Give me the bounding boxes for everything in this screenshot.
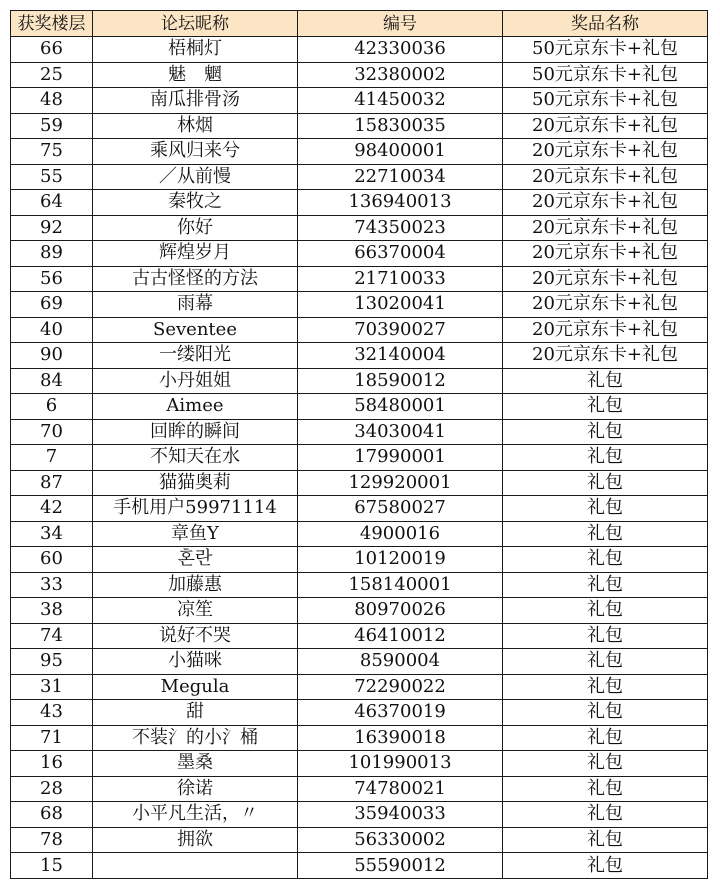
cell-prize: 50元京东卡+礼包 xyxy=(503,37,708,63)
cell-prize: 礼包 xyxy=(503,394,708,420)
cell-nickname: 甜 xyxy=(93,700,298,726)
table-row xyxy=(11,521,708,547)
cell-nickname: 乘风归来兮 xyxy=(93,139,298,165)
cell-prize: 礼包 xyxy=(503,649,708,675)
table-row xyxy=(11,700,708,726)
cell-id: 35940033 xyxy=(298,802,503,828)
cell-prize: 20元京东卡+礼包 xyxy=(503,266,708,292)
cell-floor: 42 xyxy=(11,496,93,522)
cell-floor: 75 xyxy=(11,139,93,165)
cell-nickname: 凉笙 xyxy=(93,598,298,624)
cell-prize: 礼包 xyxy=(503,547,708,573)
cell-id: 58480001 xyxy=(298,394,503,420)
table-row xyxy=(11,547,708,573)
cell-nickname: 小猫咪 xyxy=(93,649,298,675)
cell-prize: 礼包 xyxy=(503,827,708,853)
cell-floor: 28 xyxy=(11,776,93,802)
cell-id: 46370019 xyxy=(298,700,503,726)
table-row xyxy=(11,776,708,802)
table-row xyxy=(11,292,708,318)
cell-id: 13020041 xyxy=(298,292,503,318)
cell-prize: 礼包 xyxy=(503,419,708,445)
cell-id: 21710033 xyxy=(298,266,503,292)
cell-prize: 20元京东卡+礼包 xyxy=(503,139,708,165)
table-row xyxy=(11,496,708,522)
cell-nickname: 혼란 xyxy=(93,547,298,573)
cell-prize: 礼包 xyxy=(503,853,708,879)
cell-id: 158140001 xyxy=(298,572,503,598)
table-row xyxy=(11,419,708,445)
cell-prize: 20元京东卡+礼包 xyxy=(503,317,708,343)
cell-nickname: 猫猫奥莉 xyxy=(93,470,298,496)
cell-nickname: 不装氵的小氵桶 xyxy=(93,725,298,751)
cell-nickname: 辉煌岁月 xyxy=(93,241,298,267)
cell-floor: 59 xyxy=(11,113,93,139)
table-row xyxy=(11,827,708,853)
table-row xyxy=(11,470,708,496)
cell-floor: 16 xyxy=(11,751,93,777)
cell-prize: 礼包 xyxy=(503,445,708,471)
cell-floor: 31 xyxy=(11,674,93,700)
cell-id: 42330036 xyxy=(298,37,503,63)
cell-nickname: 回眸的瞬间 xyxy=(93,419,298,445)
cell-nickname: 墨桑 xyxy=(93,751,298,777)
cell-floor: 25 xyxy=(11,62,93,88)
cell-floor: 89 xyxy=(11,241,93,267)
cell-nickname: ／从前慢 xyxy=(93,164,298,190)
table-row xyxy=(11,343,708,369)
table-row xyxy=(11,241,708,267)
cell-id: 15830035 xyxy=(298,113,503,139)
cell-floor: 87 xyxy=(11,470,93,496)
cell-nickname: 古古怪怪的方法 xyxy=(93,266,298,292)
cell-prize: 20元京东卡+礼包 xyxy=(503,164,708,190)
table-row xyxy=(11,674,708,700)
cell-nickname: Aimee xyxy=(93,394,298,420)
cell-floor: 43 xyxy=(11,700,93,726)
cell-prize: 礼包 xyxy=(503,802,708,828)
table-row xyxy=(11,139,708,165)
cell-nickname: 雨幕 xyxy=(93,292,298,318)
cell-floor: 33 xyxy=(11,572,93,598)
cell-id: 101990013 xyxy=(298,751,503,777)
cell-id: 10120019 xyxy=(298,547,503,573)
cell-prize: 礼包 xyxy=(503,521,708,547)
cell-id: 46410012 xyxy=(298,623,503,649)
cell-id: 34030041 xyxy=(298,419,503,445)
cell-prize: 礼包 xyxy=(503,751,708,777)
header-row xyxy=(11,11,708,37)
table-row xyxy=(11,62,708,88)
cell-nickname: 徐诺 xyxy=(93,776,298,802)
cell-id: 66370004 xyxy=(298,241,503,267)
cell-id: 17990001 xyxy=(298,445,503,471)
table-row xyxy=(11,190,708,216)
cell-nickname: 秦牧之 xyxy=(93,190,298,216)
cell-nickname: 章鱼Y xyxy=(93,521,298,547)
cell-floor: 68 xyxy=(11,802,93,828)
cell-floor: 66 xyxy=(11,37,93,63)
cell-prize: 礼包 xyxy=(503,598,708,624)
table-body xyxy=(11,37,708,879)
cell-nickname: 一缕阳光 xyxy=(93,343,298,369)
table-row xyxy=(11,368,708,394)
table-row xyxy=(11,88,708,114)
cell-floor: 92 xyxy=(11,215,93,241)
table-row xyxy=(11,394,708,420)
cell-prize: 礼包 xyxy=(503,368,708,394)
cell-floor: 56 xyxy=(11,266,93,292)
header-prize: 奖品名称 xyxy=(503,11,708,37)
cell-floor: 74 xyxy=(11,623,93,649)
cell-id: 32380002 xyxy=(298,62,503,88)
cell-floor: 71 xyxy=(11,725,93,751)
header-id: 编号 xyxy=(298,11,503,37)
cell-id: 136940013 xyxy=(298,190,503,216)
cell-floor: 70 xyxy=(11,419,93,445)
cell-floor: 7 xyxy=(11,445,93,471)
cell-prize: 礼包 xyxy=(503,572,708,598)
table-row xyxy=(11,751,708,777)
cell-floor: 78 xyxy=(11,827,93,853)
cell-nickname: 你好 xyxy=(93,215,298,241)
table-row xyxy=(11,164,708,190)
cell-id: 55590012 xyxy=(298,853,503,879)
cell-nickname: Seventee xyxy=(93,317,298,343)
table-row xyxy=(11,853,708,879)
cell-nickname: 林烟 xyxy=(93,113,298,139)
cell-id: 18590012 xyxy=(298,368,503,394)
cell-nickname: 魅 魍 xyxy=(93,62,298,88)
cell-prize: 50元京东卡+礼包 xyxy=(503,88,708,114)
cell-id: 74350023 xyxy=(298,215,503,241)
cell-id: 56330002 xyxy=(298,827,503,853)
cell-nickname: 小丹姐姐 xyxy=(93,368,298,394)
table-row xyxy=(11,215,708,241)
cell-floor: 34 xyxy=(11,521,93,547)
cell-id: 74780021 xyxy=(298,776,503,802)
cell-id: 32140004 xyxy=(298,343,503,369)
cell-floor: 90 xyxy=(11,343,93,369)
cell-id: 80970026 xyxy=(298,598,503,624)
cell-floor: 84 xyxy=(11,368,93,394)
header-floor: 获奖楼层 xyxy=(11,11,93,37)
cell-floor: 48 xyxy=(11,88,93,114)
table-row xyxy=(11,445,708,471)
cell-floor: 15 xyxy=(11,853,93,879)
cell-prize: 礼包 xyxy=(503,623,708,649)
table-row xyxy=(11,725,708,751)
cell-prize: 20元京东卡+礼包 xyxy=(503,215,708,241)
cell-prize: 礼包 xyxy=(503,496,708,522)
cell-id: 70390027 xyxy=(298,317,503,343)
header-nickname: 论坛昵称 xyxy=(93,11,298,37)
cell-floor: 69 xyxy=(11,292,93,318)
cell-nickname xyxy=(93,853,298,879)
cell-prize: 20元京东卡+礼包 xyxy=(503,343,708,369)
cell-nickname: 梧桐灯 xyxy=(93,37,298,63)
table-row xyxy=(11,317,708,343)
cell-id: 129920001 xyxy=(298,470,503,496)
table-row xyxy=(11,598,708,624)
cell-id: 72290022 xyxy=(298,674,503,700)
cell-floor: 38 xyxy=(11,598,93,624)
cell-nickname: 小平凡生活，〃 xyxy=(93,802,298,828)
cell-nickname: 说好不哭 xyxy=(93,623,298,649)
cell-prize: 礼包 xyxy=(503,674,708,700)
table-row xyxy=(11,572,708,598)
cell-id: 16390018 xyxy=(298,725,503,751)
cell-nickname: 加藤惠 xyxy=(93,572,298,598)
table-row xyxy=(11,37,708,63)
cell-prize: 礼包 xyxy=(503,776,708,802)
table-row xyxy=(11,802,708,828)
cell-floor: 95 xyxy=(11,649,93,675)
cell-id: 98400001 xyxy=(298,139,503,165)
cell-nickname: 不知天在水 xyxy=(93,445,298,471)
cell-id: 41450032 xyxy=(298,88,503,114)
cell-floor: 55 xyxy=(11,164,93,190)
cell-id: 67580027 xyxy=(298,496,503,522)
cell-prize: 礼包 xyxy=(503,470,708,496)
cell-prize: 礼包 xyxy=(503,700,708,726)
cell-prize: 20元京东卡+礼包 xyxy=(503,292,708,318)
cell-id: 4900016 xyxy=(298,521,503,547)
cell-id: 22710034 xyxy=(298,164,503,190)
cell-nickname: 拥欲 xyxy=(93,827,298,853)
cell-floor: 60 xyxy=(11,547,93,573)
winners-sheet xyxy=(10,10,708,879)
cell-prize: 20元京东卡+礼包 xyxy=(503,113,708,139)
cell-nickname: 手机用户59971114 xyxy=(93,496,298,522)
cell-nickname: Megula xyxy=(93,674,298,700)
table-row xyxy=(11,623,708,649)
table-row xyxy=(11,266,708,292)
winners-table xyxy=(10,10,708,879)
cell-floor: 40 xyxy=(11,317,93,343)
cell-floor: 6 xyxy=(11,394,93,420)
cell-prize: 20元京东卡+礼包 xyxy=(503,190,708,216)
cell-prize: 礼包 xyxy=(503,725,708,751)
table-row xyxy=(11,649,708,675)
table-row xyxy=(11,113,708,139)
cell-nickname: 南瓜排骨汤 xyxy=(93,88,298,114)
cell-floor: 64 xyxy=(11,190,93,216)
cell-id: 8590004 xyxy=(298,649,503,675)
cell-prize: 50元京东卡+礼包 xyxy=(503,62,708,88)
cell-prize: 20元京东卡+礼包 xyxy=(503,241,708,267)
